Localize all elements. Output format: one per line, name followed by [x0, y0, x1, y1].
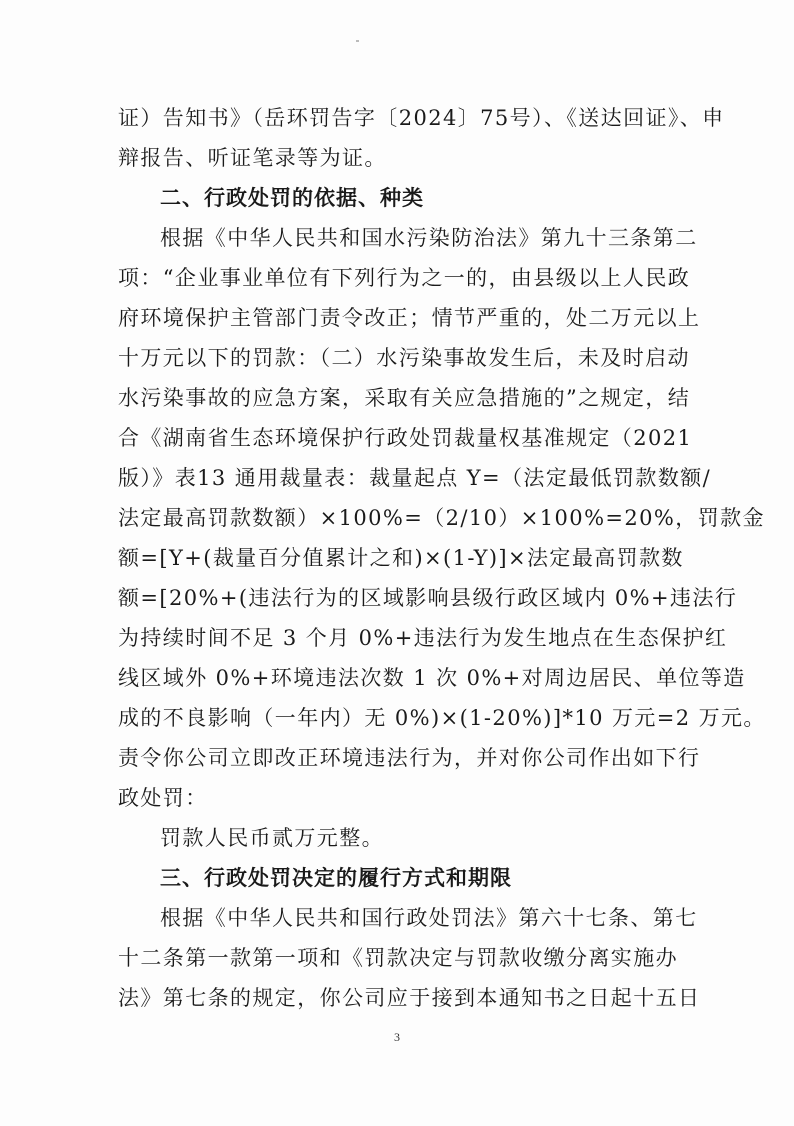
body-line-22: 十二条第一款第一项和《罚款决定与罚款收缴分离实施办 — [118, 946, 678, 970]
body-line-4: 根据《中华人民共和国水污染防治法》第九十三条第二 — [160, 226, 698, 250]
body-line-7: 十万元以下的罚款：（二）水污染事故发生后，未及时启动 — [118, 346, 690, 370]
body-line-8: 水污染事故的应急方案，采取有关应急措施的”之规定，结 — [118, 386, 691, 410]
section-heading-2: 二、行政处罚的依据、种类 — [160, 186, 424, 210]
body-line-1: 证）告知书》（岳环罚告字〔2024〕75号）、《送达回证》、申 — [118, 106, 725, 130]
page-number: 3 — [394, 1030, 400, 1044]
penalty-statement: 罚款人民币贰万元整。 — [160, 826, 384, 850]
body-line-16: 成的不良影响（一年内）无 0%)×(1-20%)]*10 万元=2 万元。 — [118, 706, 766, 730]
body-line-11: 法定最高罚款数额）×100%=（2/10）×100%=20%，罚款金 — [118, 506, 765, 530]
body-line-17: 责令你公司立即改正环境违法行为，并对你公司作出如下行 — [118, 746, 701, 770]
scan-artifact — [356, 40, 359, 42]
body-line-5: 项：“企业事业单位有下列行为之一的，由县级以上人民政 — [118, 266, 691, 290]
body-line-10: 版）》表13 通用裁量表：裁量起点 Y=（法定最低罚款数额/ — [118, 466, 712, 490]
body-line-23: 法》第七条的规定，你公司应于接到本通知书之日起十五日 — [118, 986, 701, 1010]
body-line-18: 政处罚： — [118, 786, 208, 810]
body-line-6: 府环境保护主管部门责令改正；情节严重的，处二万元以上 — [118, 306, 701, 330]
body-line-15: 线区域外 0%+环境违法次数 1 次 0%+对周边居民、单位等造 — [118, 666, 746, 690]
body-line-21: 根据《中华人民共和国行政处罚法》第六十七条、第七 — [160, 906, 698, 930]
body-line-12: 额=[Y+(裁量百分值累计之和)×(1-Y)]×法定最高罚款数 — [118, 546, 684, 570]
body-line-13: 额=[20%+(违法行为的区域影响县级行政区域内 0%+违法行 — [118, 586, 738, 610]
section-heading-3: 三、行政处罚决定的履行方式和期限 — [160, 866, 512, 890]
body-line-14: 为持续时间不足 3 个月 0%+违法行为发生地点在生态保护红 — [118, 626, 728, 650]
body-line-2: 辩报告、听证笔录等为证。 — [118, 146, 387, 170]
body-line-9: 合《湖南省生态环境保护行政处罚裁量权基准规定（2021 — [118, 426, 693, 450]
